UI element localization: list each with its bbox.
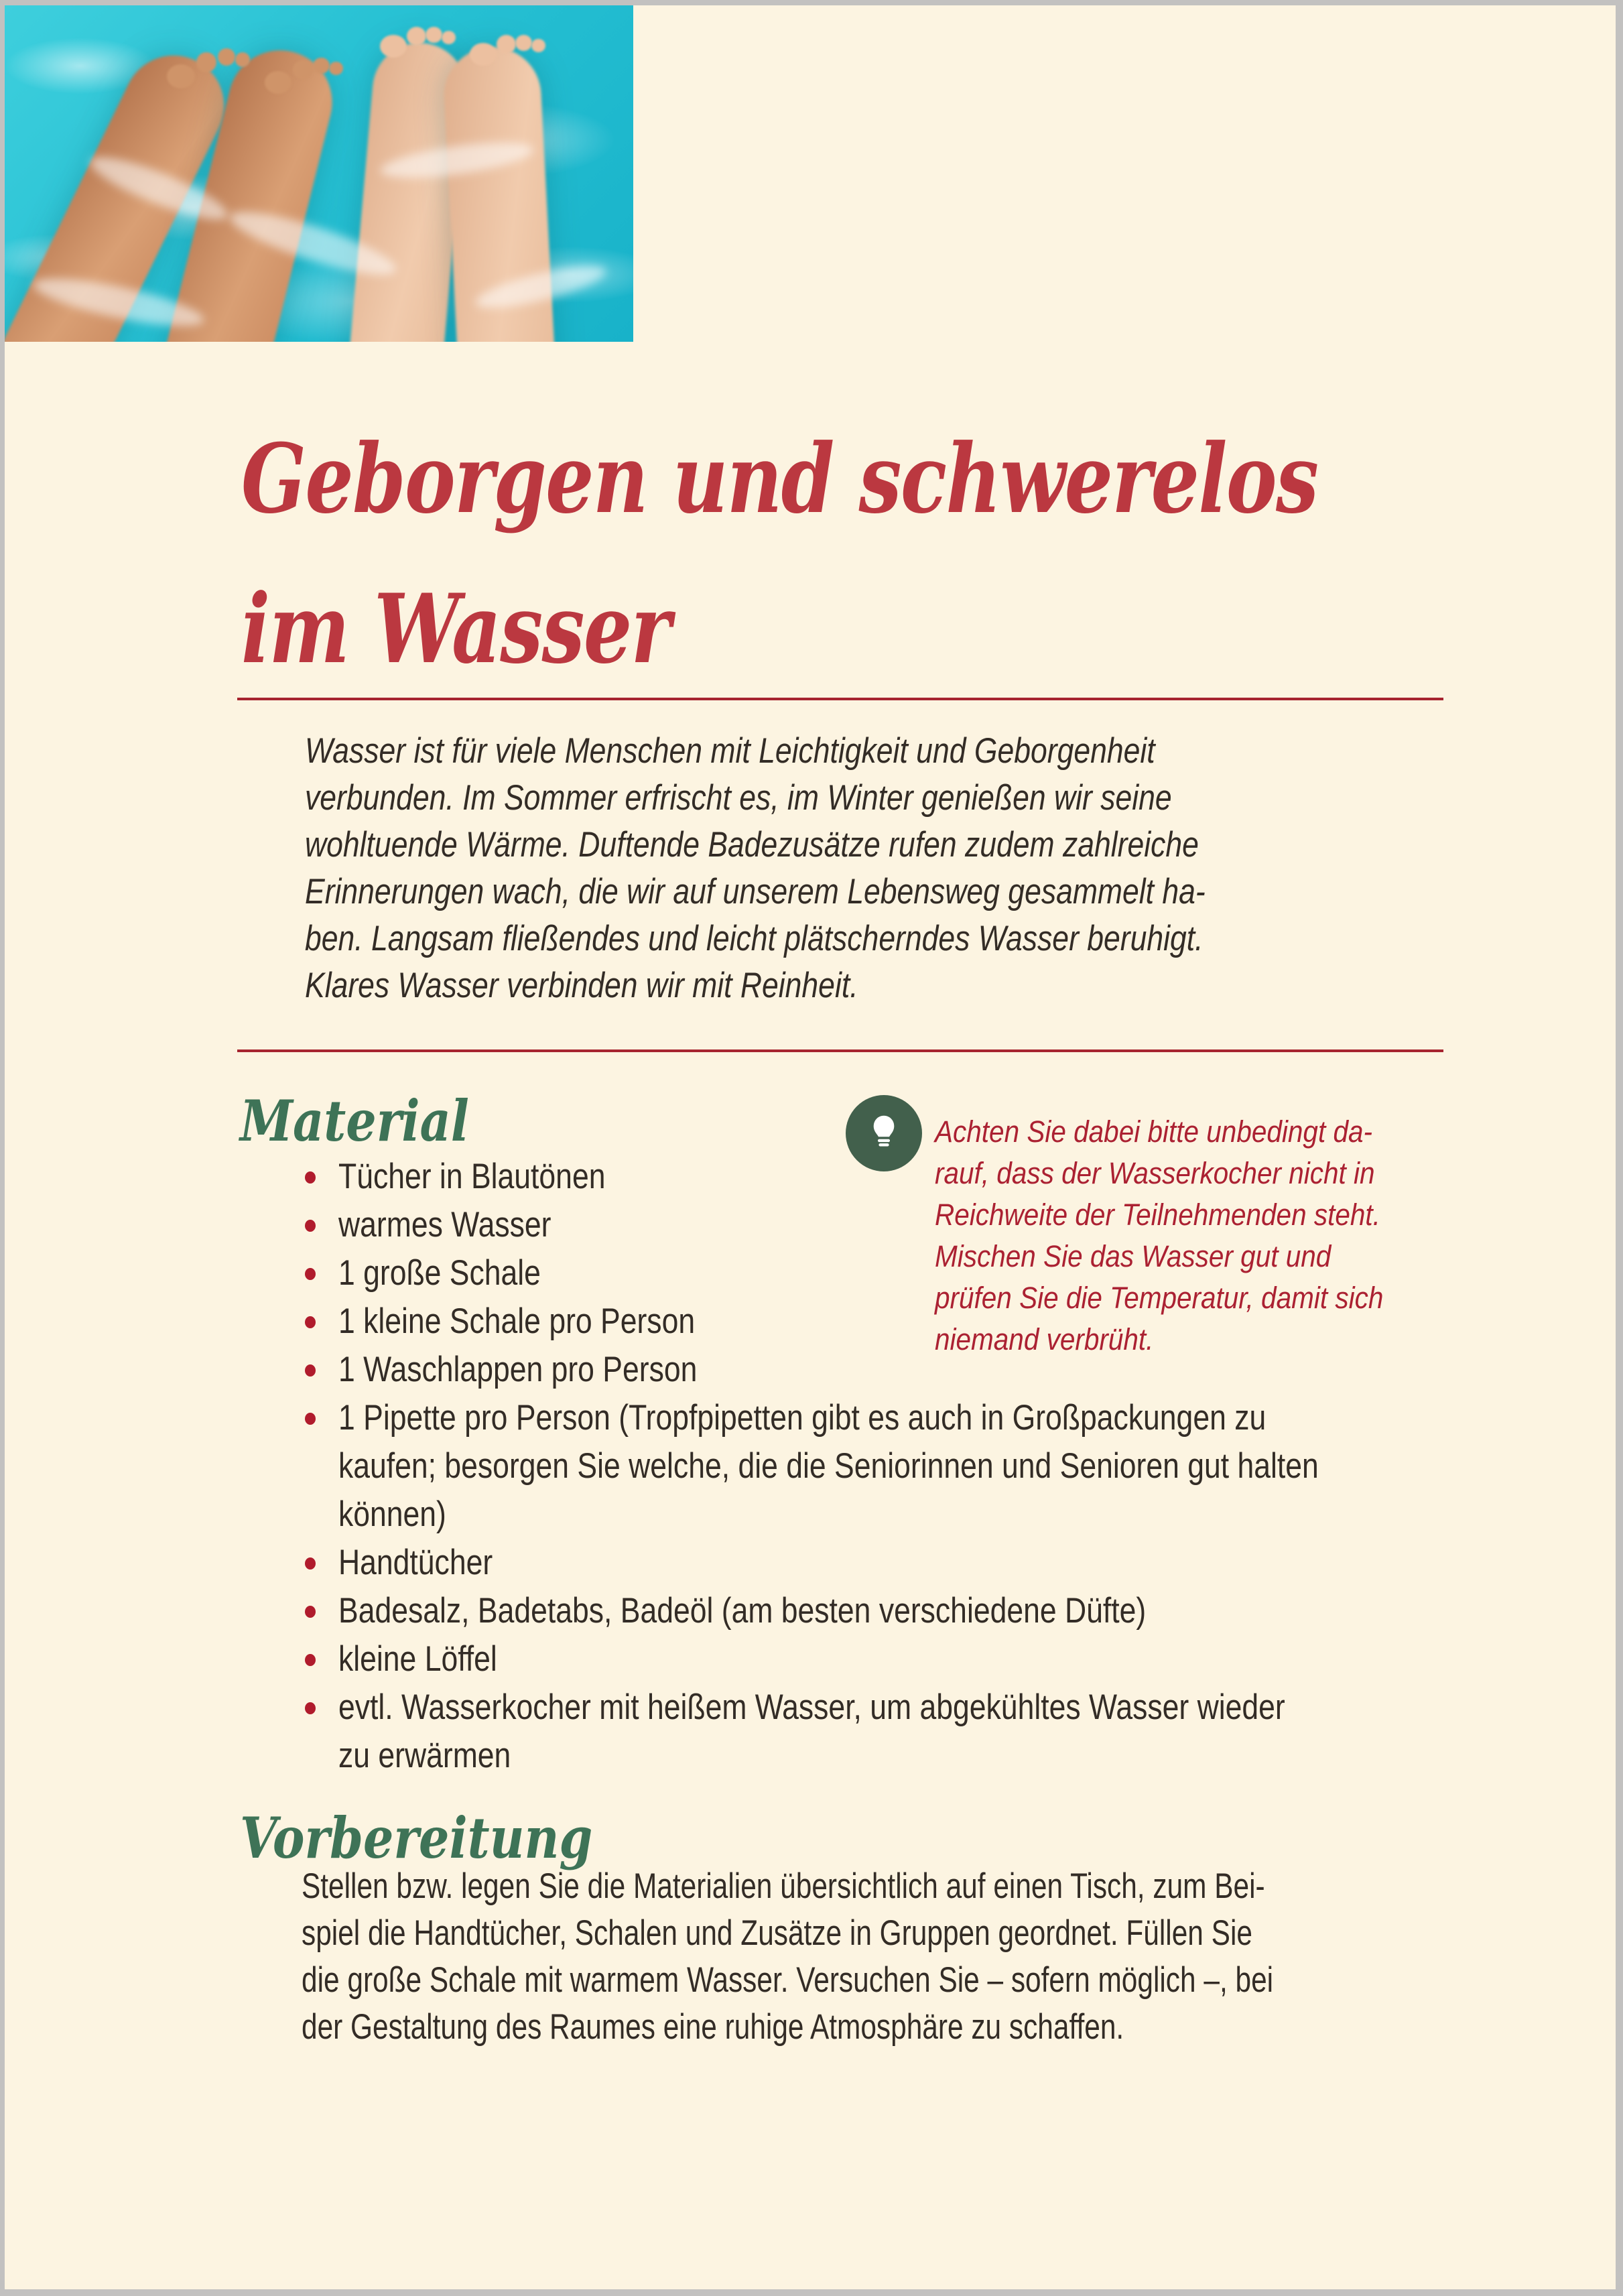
toe-shape xyxy=(313,58,330,74)
preparation-line: Stellen bzw. legen Sie die Materialien übersichtlich auf einen Tisch, zum Bei- xyxy=(302,1866,1265,1906)
material-list xyxy=(305,1153,1505,1780)
bullet-icon xyxy=(305,1654,316,1666)
list-item xyxy=(305,1297,1505,1346)
list-item xyxy=(305,1153,1505,1201)
list-item-text: zu erwärmen xyxy=(338,1736,511,1775)
list-item-text: Badesalz, Badetabs, Badeöl (am besten verschiedene Düfte) xyxy=(338,1591,1147,1631)
bullet-icon xyxy=(305,1171,316,1184)
intro-line: wohltuende Wärme. Duftende Badezusätze rufen zudem zahlreiche xyxy=(305,825,1199,865)
toe-shape xyxy=(196,52,216,72)
toe-shape xyxy=(531,39,545,52)
list-item-text: warmes Wasser xyxy=(338,1205,551,1245)
toe-shape xyxy=(497,35,516,54)
list-item-text: 1 Waschlappen pro Person xyxy=(338,1350,698,1389)
intro-line: Klares Wasser verbinden wir mit Reinheit. xyxy=(305,966,858,1005)
toe-shape xyxy=(218,48,235,66)
list-item-text: Handtücher xyxy=(338,1543,493,1582)
tip-line: niemand verbrüht. xyxy=(935,1322,1154,1356)
intro-line: Wasser ist für viele Menschen mit Leichtigkeit und Geborgenheit xyxy=(305,731,1155,771)
feet-in-water-photo xyxy=(5,5,633,342)
list-item xyxy=(305,1394,1505,1539)
list-item-text: können) xyxy=(338,1494,446,1534)
list-item xyxy=(305,1249,1505,1297)
toe-shape xyxy=(293,60,313,79)
toe-shape xyxy=(265,71,291,94)
list-item xyxy=(305,1346,1505,1394)
bullet-icon xyxy=(305,1557,316,1570)
intro-line: Erinnerungen wach, die wir auf unserem Lebensweg gesammelt ha- xyxy=(305,872,1206,911)
intro-line: verbunden. Im Sommer erfrischt es, im Winter genießen wir seine xyxy=(305,778,1172,818)
toe-shape xyxy=(407,27,426,46)
chapter-title-line2: im Wasser xyxy=(241,574,670,685)
divider-rule-top xyxy=(237,698,1443,700)
toe-shape xyxy=(329,62,343,75)
list-item xyxy=(305,1635,1505,1683)
tip-line: Reichweite der Teilnehmenden steht. xyxy=(935,1198,1380,1232)
list-item-text: kleine Löffel xyxy=(338,1639,497,1679)
list-item xyxy=(305,1683,1505,1780)
toe-shape xyxy=(426,27,442,43)
toe-shape xyxy=(442,31,456,44)
page xyxy=(5,5,1616,2289)
toe-shape xyxy=(167,64,195,88)
tip-line: Mischen Sie das Wasser gut und xyxy=(935,1239,1332,1273)
preparation-heading: Vorbereitung xyxy=(240,1805,593,1871)
preparation-paragraph xyxy=(302,1863,1273,2051)
bullet-icon xyxy=(305,1702,316,1714)
toe-shape xyxy=(470,43,497,66)
intro-line: ben. Langsam fließendes und leicht plätscherndes Wasser beruhigt. xyxy=(305,919,1204,958)
bullet-icon xyxy=(305,1606,316,1618)
list-item-text: 1 Pipette pro Person (Tropfpipetten gibt es auch in Großpackungen zu xyxy=(338,1398,1267,1438)
list-item-text: 1 kleine Schale pro Person xyxy=(338,1301,696,1341)
bullet-icon xyxy=(305,1364,316,1377)
chapter-title-line1: Geborgen und schwerelos xyxy=(241,424,1318,535)
tip-line: rauf, dass der Wasserkocher nicht in xyxy=(935,1156,1375,1190)
toe-shape xyxy=(235,52,250,67)
bullet-icon xyxy=(305,1268,316,1280)
list-item xyxy=(305,1587,1505,1635)
lightbulb-icon xyxy=(860,1110,907,1157)
tip-line: Achten Sie dabei bitte unbedingt da- xyxy=(935,1114,1372,1149)
list-item xyxy=(305,1201,1505,1249)
tip-line: prüfen Sie die Temperatur, damit sich xyxy=(935,1281,1384,1315)
bullet-icon xyxy=(305,1316,316,1328)
list-item-text: 1 große Schale xyxy=(338,1253,541,1293)
preparation-line: spiel die Handtücher, Schalen und Zusätze in Gruppen geordnet. Füllen Sie xyxy=(302,1913,1252,1953)
toe-shape xyxy=(515,35,532,51)
preparation-line: der Gestaltung des Raumes eine ruhige Atmosphäre zu schaffen. xyxy=(302,2007,1124,2047)
list-item-text: kaufen; besorgen Sie welche, die die Seniorinnen und Senioren gut halten xyxy=(338,1446,1319,1486)
toe-shape xyxy=(380,35,407,58)
list-item-text: evtl. Wasserkocher mit heißem Wasser, um abgekühltes Wasser wieder xyxy=(338,1687,1285,1727)
list-item xyxy=(305,1539,1505,1587)
material-heading: Material xyxy=(240,1088,469,1154)
intro-paragraph xyxy=(305,728,1206,1009)
list-item-text: Tücher in Blautönen xyxy=(338,1157,606,1196)
bullet-icon xyxy=(305,1220,316,1232)
divider-rule-bottom xyxy=(237,1049,1443,1052)
bullet-icon xyxy=(305,1413,316,1425)
preparation-line: die große Schale mit warmem Wasser. Versuchen Sie – sofern möglich –, bei xyxy=(302,1960,1274,2000)
chapter-title xyxy=(241,404,1317,704)
